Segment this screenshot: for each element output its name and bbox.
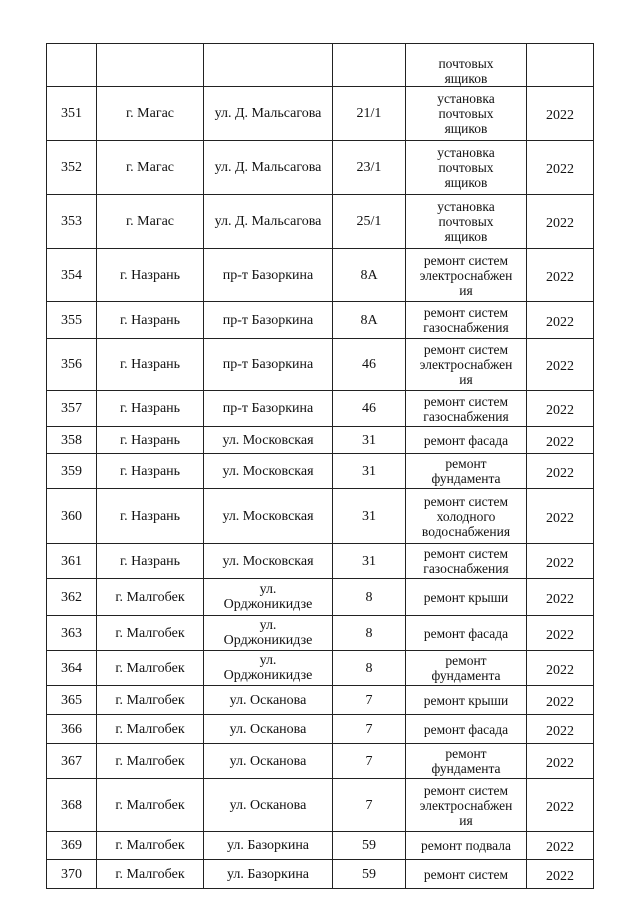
cell-street <box>204 779 333 832</box>
cell-street <box>204 715 333 744</box>
cell-number: 354 <box>47 249 97 302</box>
table-row <box>47 744 594 779</box>
cell-line: ремонт крыши <box>423 589 509 605</box>
cell-line: ул. Осканова <box>229 721 307 737</box>
cell-line: ул. Московская <box>222 463 314 479</box>
cell-number: 361 <box>47 544 97 579</box>
cell-house: 46 <box>333 339 406 391</box>
cell-line: ремонт фасада <box>423 625 509 641</box>
cell-street <box>204 454 333 489</box>
cell-line: установка <box>437 199 495 214</box>
cell-number: 367 <box>47 744 97 779</box>
cell-street <box>204 339 333 391</box>
cell-house: 31 <box>333 454 406 489</box>
cell-work <box>406 427 527 454</box>
cell-house: 8А <box>333 249 406 302</box>
cell-city: г. Малгобек <box>97 832 204 860</box>
table-row <box>47 249 594 302</box>
cell-street <box>204 832 333 860</box>
cell-house: 8 <box>333 616 406 651</box>
cell-year: 2022 <box>527 391 594 427</box>
cell-street <box>204 302 333 339</box>
cell-year: 2022 <box>527 779 594 832</box>
cell-line: электроснабжен <box>419 797 513 813</box>
cell-city: г. Назрань <box>97 544 204 579</box>
cell-work <box>406 195 527 249</box>
table-row <box>47 715 594 744</box>
cell-line: Орджоникидзе <box>223 597 313 612</box>
cell-line: холодного <box>436 508 496 524</box>
cell-city: г. Малгобек <box>97 860 204 889</box>
cell-house: 21/1 <box>333 87 406 141</box>
cell-house: 8 <box>333 651 406 686</box>
cell-year: 2022 <box>527 454 594 489</box>
table-row <box>47 832 594 860</box>
cell-line: пр-т Базоркина <box>222 357 314 372</box>
cell-city: г. Назрань <box>97 302 204 339</box>
cell-line: ящиков <box>444 175 488 190</box>
cell-year: 2022 <box>527 427 594 454</box>
table-row <box>47 779 594 832</box>
cell-line: газоснабжения <box>423 561 509 576</box>
cell-number: 351 <box>47 87 97 141</box>
cell-work <box>406 454 527 489</box>
cell-line: фундамента <box>431 471 501 486</box>
cell-line: почтовых <box>438 214 494 229</box>
cell-house: 8А <box>333 302 406 339</box>
cell-street <box>204 686 333 715</box>
cell-year: 2022 <box>527 302 594 339</box>
cell-house: 46 <box>333 391 406 427</box>
cell-work <box>406 339 527 391</box>
cell-work <box>406 651 527 686</box>
cell-line: ул. Д. Мальсагова <box>214 214 322 229</box>
cell-street <box>204 616 333 651</box>
cell-work <box>406 544 527 579</box>
cell-house: 31 <box>333 427 406 454</box>
cell-year: 2022 <box>527 832 594 860</box>
cell-line: газоснабжения <box>423 320 509 335</box>
cell-line: Орджоникидзе <box>223 633 313 648</box>
table-row <box>47 195 594 249</box>
table-row <box>47 651 594 686</box>
cell-line: ия <box>459 282 473 298</box>
cell-number: 352 <box>47 141 97 195</box>
cell-line: установка <box>437 145 495 160</box>
cell-street <box>204 744 333 779</box>
cell-street <box>204 579 333 616</box>
cell-city: г. Назрань <box>97 489 204 544</box>
cell-line: ул. <box>259 653 277 668</box>
cell-line: почтовых <box>438 56 494 71</box>
cell-work <box>406 302 527 339</box>
cell-line: ремонт систем <box>423 342 509 357</box>
cell-work <box>406 744 527 779</box>
cell-city: г. Малгобек <box>97 779 204 832</box>
cell-line: ул. Д. Мальсагова <box>214 106 322 121</box>
cell-number: 368 <box>47 779 97 832</box>
cell-house: 7 <box>333 744 406 779</box>
cell-year: 2022 <box>527 579 594 616</box>
cell-street <box>204 141 333 195</box>
cell-line: фундамента <box>431 761 501 776</box>
cell-line: электроснабжен <box>419 357 513 372</box>
cell-line: ремонт систем <box>423 546 509 561</box>
cell-street <box>204 249 333 302</box>
cell-line: ул. Базоркина <box>226 838 310 853</box>
cell-line: ящиков <box>444 229 488 244</box>
cell-year: 2022 <box>527 744 594 779</box>
cell-line: ул. Осканова <box>229 753 307 769</box>
cell-number: 353 <box>47 195 97 249</box>
cell-line: ремонт <box>445 653 487 668</box>
cell-work <box>406 141 527 195</box>
cell-number: 355 <box>47 302 97 339</box>
cell-house: 31 <box>333 489 406 544</box>
table-row <box>47 87 594 141</box>
cell-line: ремонт систем <box>423 393 509 409</box>
cell-street <box>204 651 333 686</box>
cell-line: почтовых <box>438 106 494 121</box>
cell-number: 356 <box>47 339 97 391</box>
cell-number: 363 <box>47 616 97 651</box>
cell-city <box>97 44 204 87</box>
repair-schedule-table <box>46 43 594 889</box>
cell-house: 59 <box>333 832 406 860</box>
cell-line: ремонт фасада <box>423 721 509 737</box>
cell-line: ящиков <box>444 71 488 86</box>
cell-city: г. Малгобек <box>97 686 204 715</box>
cell-year: 2022 <box>527 686 594 715</box>
cell-city: г. Малгобек <box>97 579 204 616</box>
cell-number: 360 <box>47 489 97 544</box>
cell-house: 8 <box>333 579 406 616</box>
table-row <box>47 616 594 651</box>
cell-work <box>406 579 527 616</box>
cell-line: газоснабжения <box>423 408 509 424</box>
cell-line: ремонт подвала <box>420 838 512 853</box>
cell-year: 2022 <box>527 489 594 544</box>
cell-work <box>406 832 527 860</box>
table-row <box>47 454 594 489</box>
cell-line: ремонт <box>445 456 487 471</box>
table-row-continued <box>47 44 594 87</box>
cell-number: 365 <box>47 686 97 715</box>
cell-line: фундамента <box>431 668 501 683</box>
cell-line: ремонт систем <box>423 866 509 882</box>
cell-year <box>527 44 594 87</box>
cell-year: 2022 <box>527 544 594 579</box>
cell-year: 2022 <box>527 715 594 744</box>
cell-number: 358 <box>47 427 97 454</box>
cell-line: ремонт систем <box>423 782 509 798</box>
cell-year: 2022 <box>527 651 594 686</box>
table-row <box>47 686 594 715</box>
cell-work <box>406 715 527 744</box>
cell-city: г. Магас <box>97 195 204 249</box>
table-row <box>47 427 594 454</box>
table-row <box>47 141 594 195</box>
cell-house: 31 <box>333 544 406 579</box>
cell-house: 59 <box>333 860 406 889</box>
table-row <box>47 579 594 616</box>
cell-line: ремонт крыши <box>423 692 509 708</box>
cell-house: 23/1 <box>333 141 406 195</box>
cell-street <box>204 44 333 87</box>
cell-work <box>406 44 527 87</box>
cell-city: г. Магас <box>97 87 204 141</box>
cell-line: пр-т Базоркина <box>222 401 314 416</box>
cell-line: ул. Московская <box>222 553 314 569</box>
cell-line: ия <box>459 372 473 387</box>
cell-house: 25/1 <box>333 195 406 249</box>
cell-city: г. Магас <box>97 141 204 195</box>
cell-year: 2022 <box>527 141 594 195</box>
cell-city: г. Назрань <box>97 427 204 454</box>
cell-line: ремонт фасада <box>423 432 509 448</box>
cell-street <box>204 427 333 454</box>
cell-work <box>406 686 527 715</box>
cell-street <box>204 489 333 544</box>
cell-line: ремонт систем <box>423 493 509 509</box>
cell-work <box>406 779 527 832</box>
table-body <box>47 44 594 889</box>
cell-work <box>406 616 527 651</box>
cell-line: почтовых <box>438 160 494 175</box>
cell-line: Орджоникидзе <box>223 668 313 683</box>
table-row <box>47 860 594 889</box>
cell-city: г. Малгобек <box>97 715 204 744</box>
cell-city: г. Назрань <box>97 454 204 489</box>
cell-line: ящиков <box>444 121 488 136</box>
cell-house <box>333 44 406 87</box>
cell-street <box>204 87 333 141</box>
cell-city: г. Назрань <box>97 391 204 427</box>
cell-line: пр-т Базоркина <box>222 267 314 283</box>
cell-city: г. Малгобек <box>97 616 204 651</box>
cell-city: г. Малгобек <box>97 744 204 779</box>
cell-year: 2022 <box>527 195 594 249</box>
cell-house: 7 <box>333 686 406 715</box>
cell-street <box>204 391 333 427</box>
cell-city: г. Назрань <box>97 339 204 391</box>
cell-line: ул. Базоркина <box>226 866 310 882</box>
cell-line: ул. Московская <box>222 432 314 448</box>
cell-number: 370 <box>47 860 97 889</box>
cell-street <box>204 195 333 249</box>
cell-line: ул. Осканова <box>229 692 307 708</box>
cell-line: водоснабжения <box>421 523 511 539</box>
table-row <box>47 302 594 339</box>
cell-city: г. Малгобек <box>97 651 204 686</box>
cell-year: 2022 <box>527 339 594 391</box>
cell-number: 364 <box>47 651 97 686</box>
cell-number: 359 <box>47 454 97 489</box>
cell-number: 369 <box>47 832 97 860</box>
table-row <box>47 544 594 579</box>
cell-work <box>406 391 527 427</box>
cell-line: ул. <box>259 618 277 633</box>
cell-work <box>406 87 527 141</box>
cell-line: ул. Осканова <box>229 797 307 813</box>
cell-house: 7 <box>333 715 406 744</box>
cell-year: 2022 <box>527 87 594 141</box>
cell-line: ремонт систем <box>423 305 509 320</box>
cell-line: ул. <box>259 582 277 597</box>
cell-line: ремонт систем <box>423 252 509 268</box>
cell-street <box>204 860 333 889</box>
table-row <box>47 391 594 427</box>
cell-line: ул. Д. Мальсагова <box>214 160 322 175</box>
cell-year: 2022 <box>527 860 594 889</box>
cell-line: установка <box>437 91 495 106</box>
cell-work <box>406 249 527 302</box>
cell-number: 362 <box>47 579 97 616</box>
table-row <box>47 339 594 391</box>
cell-line: электроснабжен <box>419 267 513 283</box>
cell-line: пр-т Базоркина <box>222 312 314 328</box>
cell-house: 7 <box>333 779 406 832</box>
cell-street <box>204 544 333 579</box>
cell-year: 2022 <box>527 249 594 302</box>
table-row <box>47 489 594 544</box>
cell-number: 357 <box>47 391 97 427</box>
cell-city: г. Назрань <box>97 249 204 302</box>
cell-number: 366 <box>47 715 97 744</box>
cell-work <box>406 489 527 544</box>
cell-line: ул. Московская <box>222 508 314 524</box>
cell-line: ремонт <box>445 746 487 761</box>
cell-work <box>406 860 527 889</box>
cell-number <box>47 44 97 87</box>
cell-year: 2022 <box>527 616 594 651</box>
cell-line: ия <box>459 812 473 828</box>
